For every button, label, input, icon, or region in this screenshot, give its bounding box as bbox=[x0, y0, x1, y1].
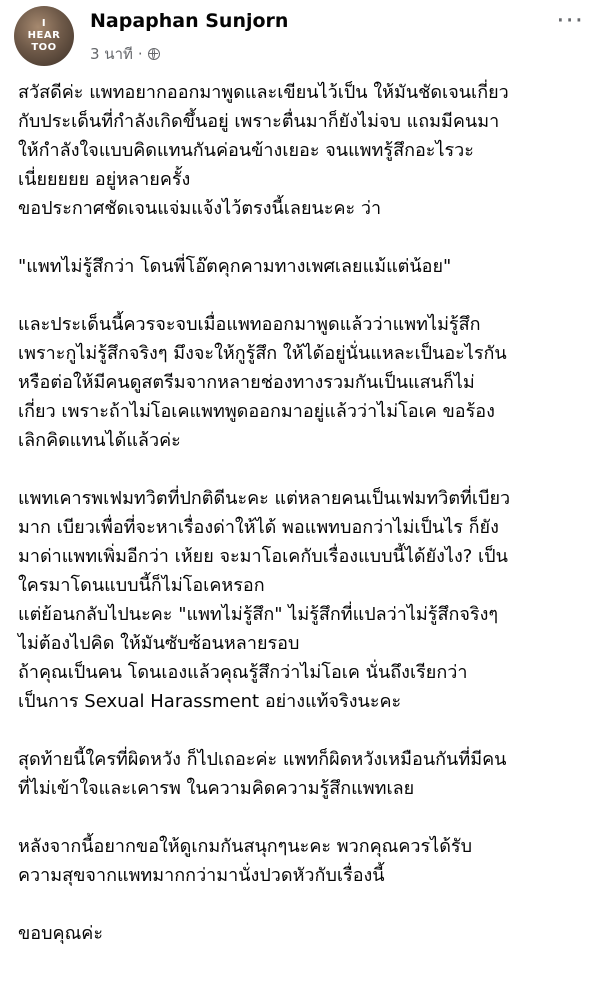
paragraph-spacer bbox=[18, 223, 588, 252]
post-line: แพทเคารพเฟมทวิตที่ปกติดีนะคะ แต่หลายคนเป็นเฟมทวิตที่เบียว bbox=[18, 488, 511, 509]
avatar-text-line: HEAR bbox=[27, 30, 61, 41]
post-text bbox=[18, 78, 588, 948]
post-line: เป็นการ Sexual Harassment อย่างแท้จริงนะคะ bbox=[18, 691, 402, 712]
avatar-text-line: I bbox=[41, 18, 47, 29]
post-header bbox=[0, 0, 602, 78]
globe-icon[interactable] bbox=[148, 48, 160, 60]
post-meta bbox=[90, 42, 160, 66]
post-line: สุดท้ายนี้ใครที่ผิดหวัง ก็ไปเถอะค่ะ แพทก็ผิดหวังเหมือนกันที่มีคน bbox=[18, 749, 507, 770]
post-line: มาด่าแพทเพิ่มอีกว่า เห้ยย จะมาโอเคกับเรื่องแบบนี้ได้ยังไง? เป็น bbox=[18, 546, 508, 567]
avatar[interactable] bbox=[14, 6, 74, 66]
post-line: เกี่ยว เพราะถ้าไม่โอเคแพทพูดออกมาอยู่แล้วว่าไม่โอเค ขอร้อง bbox=[18, 401, 495, 422]
post-line: หรือต่อให้มีคนดูสตรีมจากหลายช่องทางรวมกันเป็นแสนก็ไม่ bbox=[18, 372, 475, 393]
post-line: กับประเด็นที่กำลังเกิดขึ้นอยู่ เพราะตื่นมาก็ยังไม่จบ แถมมีคนมา bbox=[18, 111, 500, 132]
paragraph-spacer bbox=[18, 455, 588, 484]
more-horizontal-icon[interactable]: ··· bbox=[556, 6, 584, 36]
post-line: หลังจากนี้อยากขอให้ดูเกมกันสนุกๆนะคะ พวกคุณควรได้รับ bbox=[18, 836, 473, 857]
post-line: ขอประกาศชัดเจนแจ่มแจ้งไว้ตรงนี้เลยนะคะ ว่า bbox=[18, 198, 382, 219]
post-timestamp[interactable]: 3 นาที bbox=[90, 45, 133, 63]
post-line: เพราะกูไม่รู้สึกจริงๆ มึงจะให้กูรู้สึก ให้ได้อยู่นั่นแหละเป็นอะไรกัน bbox=[18, 343, 507, 364]
post-line: เลิกคิดแทนได้แล้วค่ะ bbox=[18, 430, 181, 451]
avatar-text bbox=[14, 18, 74, 54]
paragraph-spacer bbox=[18, 803, 588, 832]
post-line: ขอบคุณค่ะ bbox=[18, 923, 103, 944]
author-name[interactable]: Napaphan Sunjorn bbox=[90, 10, 289, 32]
post-line: ไม่ต้องไปคิด ให้มันซับซ้อนหลายรอบ bbox=[18, 633, 300, 654]
post-line: เนี่ยยยยย อยู่หลายครั้ง bbox=[18, 169, 191, 190]
post-line: มาก เบียวเพื่อที่จะหาเรื่องด่าให้ได้ พอแพทบอกว่าไม่เป็นไร ก็ยัง bbox=[18, 517, 499, 538]
post-line: ใครมาโดนแบบนี้ก็ไม่โอเคหรอก bbox=[18, 575, 265, 596]
paragraph-spacer bbox=[18, 890, 588, 919]
avatar-text-line: TOO bbox=[31, 42, 57, 53]
paragraph-spacer bbox=[18, 716, 588, 745]
post-line: สวัสดีค่ะ แพทอยากออกมาพูดและเขียนไว้เป็น ให้มันชัดเจนเกี่ยว bbox=[18, 82, 509, 103]
post-line: ให้กำลังใจแบบคิดแทนกันค่อนข้างเยอะ จนแพทรู้สึกอะไรวะ bbox=[18, 140, 474, 161]
post-line: และประเด็นนี้ควรจะจบเมื่อแพทออกมาพูดแล้วว่าแพทไม่รู้สึก bbox=[18, 314, 481, 335]
post-line: ที่ไม่เข้าใจและเคารพ ในความคิดความรู้สึกแพทเลย bbox=[18, 778, 415, 799]
post-line: ถ้าคุณเป็นคน โดนเองแล้วคุณรู้สึกว่าไม่โอเค นั่นถึงเรียกว่า bbox=[18, 662, 468, 683]
paragraph-spacer bbox=[18, 281, 588, 310]
meta-separator: · bbox=[137, 45, 143, 63]
post-line: ความสุขจากแพทมากกว่ามานั่งปวดหัวกับเรื่องนี้ bbox=[18, 865, 385, 886]
post-line: แต่ย้อนกลับไปนะคะ "แพทไม่รู้สึก" ไม่รู้สึกที่แปลว่าไม่รู้สึกจริงๆ bbox=[18, 604, 499, 625]
post-line: "แพทไม่รู้สึกว่า โดนพี่โอ๊ตคุกคามทางเพศเลยแม้แต่น้อย" bbox=[18, 256, 452, 277]
